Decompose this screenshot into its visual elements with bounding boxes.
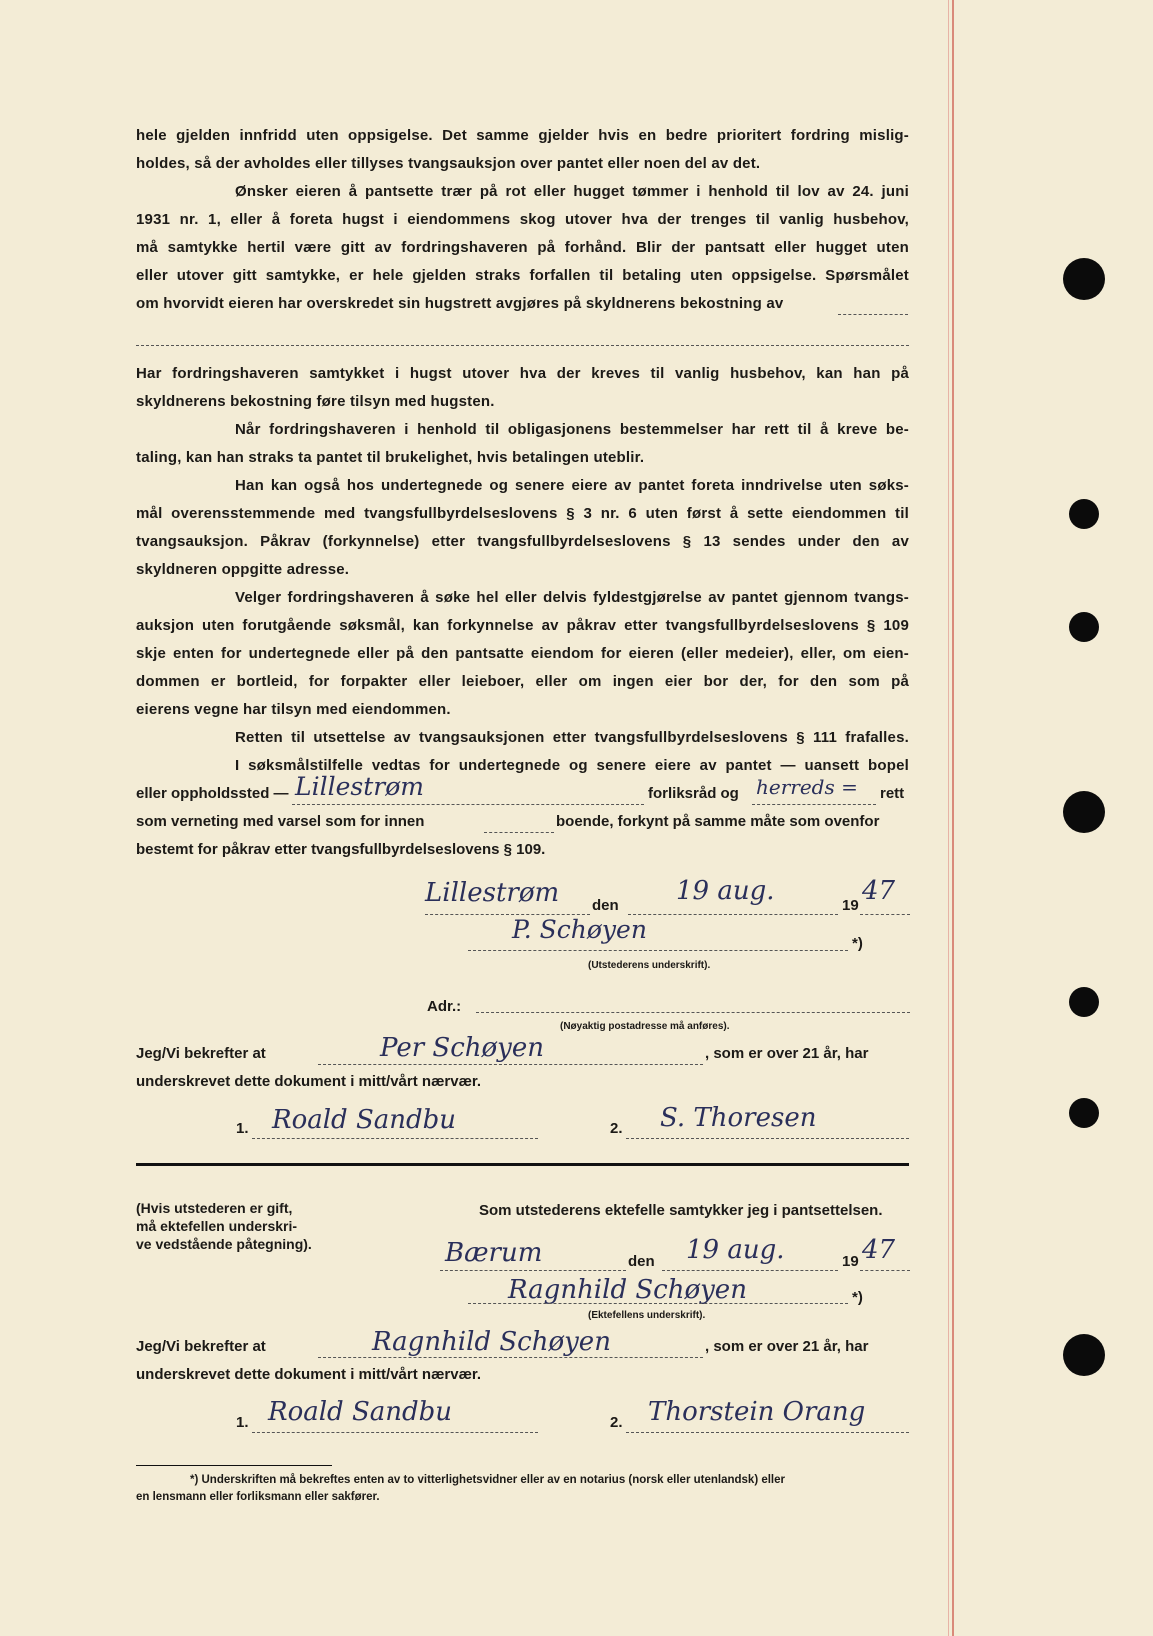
spouse-note: må ektefellen underskri- <box>136 1218 298 1234</box>
issuer-signature: P. Schøyen <box>512 915 647 944</box>
fill-line <box>662 1270 838 1271</box>
signature-line <box>626 1432 909 1433</box>
venue-suffix: rett <box>880 785 905 802</box>
venue-line2-a: som verneting med varsel som for innen <box>136 813 425 830</box>
spouse-year-prefix: 19 <box>842 1253 859 1270</box>
punch-hole <box>1063 1334 1105 1376</box>
witness2-signature-1: Roald Sandbu <box>268 1397 453 1427</box>
fill-line <box>752 804 876 805</box>
punch-hole <box>1063 258 1105 300</box>
adr-caption: (Nøyaktig postadresse må anføres). <box>560 1021 730 1032</box>
spouse-year-handwritten: 47 <box>862 1235 896 1265</box>
spouse-signature: Ragnhild Schøyen <box>508 1275 747 1305</box>
body-line: auksjon uten forutgående søksmål, kan forkynnelse av påkrav etter tvangsfullbyrdelseslovens § 109 <box>136 617 909 634</box>
issuer-den: den <box>592 897 619 914</box>
signature-line <box>468 1303 848 1304</box>
margin-line-light <box>948 0 949 1636</box>
fill-line <box>136 345 909 346</box>
section-divider <box>136 1163 909 1166</box>
signature-line <box>626 1138 909 1139</box>
witness1-name-handwritten: Per Schøyen <box>380 1033 544 1063</box>
witness1-signature-1: Roald Sandbu <box>272 1105 457 1135</box>
body-line: mål overensstemmende med tvangsfullbyrdelseslovens § 3 nr. 6 uten først å sette eiendommen til <box>136 505 909 522</box>
margin-line <box>952 0 954 1636</box>
body-line: taling, kan han straks ta pantet til brukelighet, hvis betalingen uteblir. <box>136 449 645 466</box>
body-line: skyldneren oppgitte adresse. <box>136 561 350 578</box>
fill-line <box>318 1357 703 1358</box>
punch-hole <box>1069 612 1099 642</box>
footnote-rule <box>136 1465 332 1466</box>
venue-court-handwritten: herreds = <box>756 775 858 799</box>
spouse-place-handwritten: Bærum <box>445 1238 543 1268</box>
venue-line3: bestemt for påkrav etter tvangsfullbyrdelseslovens § 109. <box>136 841 546 858</box>
issuer-place-handwritten: Lillestrøm <box>425 878 560 908</box>
spouse-sig-caption: (Ektefellens underskrift). <box>588 1310 706 1321</box>
fill-line <box>484 832 554 833</box>
body-line: Velger fordringshaveren å søke hel eller delvis fyldestgjørelse av pantet gjennom tvangs- <box>235 589 909 606</box>
signature-line <box>252 1138 538 1139</box>
body-line: Ønsker eieren å pantsette trær på rot eller hugget tømmer i henhold til lov av 24. juni <box>235 183 909 200</box>
fill-line <box>440 1270 626 1271</box>
witness2-number-1: 1. <box>236 1414 249 1431</box>
spouse-note: (Hvis utstederen er gift, <box>136 1200 293 1216</box>
witness1-line2: underskrevet dette dokument i mitt/vårt nærvær. <box>136 1073 482 1090</box>
body-line: skje enten for undertegnede eller på den pantsatte eiendom for eieren (eller medeier), eller, om eien- <box>136 645 909 662</box>
punch-hole <box>1069 499 1099 529</box>
fill-line <box>860 914 910 915</box>
adr-label: Adr.: <box>427 998 462 1015</box>
spouse-date-handwritten: 19 aug. <box>686 1235 785 1265</box>
issuer-sig-mark: *) <box>852 935 863 952</box>
fill-line <box>318 1064 703 1065</box>
body-line: dommen er bortleid, for forpakter eller leieboer, eller om ingen eier bor der, for den som på <box>136 673 909 690</box>
spouse-consent: Som utstederens ektefelle samtykker jeg i pantsettelsen. <box>479 1202 883 1219</box>
spouse-note: ve vedstående påtegning). <box>136 1236 312 1252</box>
body-line: eierens vegne har tilsyn med eiendommen. <box>136 701 451 718</box>
address-line <box>476 1012 910 1013</box>
body-line: 1931 nr. 1, eller å foreta hugst i eiendommens skog utover hva der trenges til vanlig husbehov, <box>136 211 909 228</box>
spouse-den: den <box>628 1253 655 1270</box>
witness2-signature-2: Thorstein Orang <box>648 1397 866 1427</box>
punch-hole <box>1063 791 1105 833</box>
footnote-line: en lensmann eller forliksmann eller sakfører. <box>136 1491 380 1503</box>
body-line: Han kan også hos undertegnede og senere eiere av pantet foreta inndrivelse uten søks- <box>235 477 909 494</box>
body-line: I søksmålstilfelle vedtas for undertegnede og senere eiere av pantet — uansett bopel <box>235 757 909 774</box>
witness1-suffix: , som er over 21 år, har <box>705 1045 869 1062</box>
fill-line <box>838 314 908 315</box>
witness2-line2: underskrevet dette dokument i mitt/vårt nærvær. <box>136 1366 482 1383</box>
body-line: hele gjelden innfridd uten oppsigelse. Det samme gjelder hvis en bedre prioritert fordring mislig- <box>136 127 909 144</box>
body-line: eller utover gitt samtykke, er hele gjelden straks forfallen til betaling uten oppsigelse. Spørsmålet <box>136 267 909 284</box>
body-line: må samtykke hertil være gitt av fordringshaveren på forhånd. Blir der pantsatt eller hugget uten <box>136 239 909 256</box>
issuer-year-handwritten: 47 <box>862 876 896 906</box>
punch-hole <box>1069 987 1099 1017</box>
witness1-number-2: 2. <box>610 1120 623 1137</box>
body-line: om hvorvidt eieren har overskredet sin hugstrett avgjøres på skyldnerens bekostning av <box>136 295 784 312</box>
witness1-prefix: Jeg/Vi bekrefter at <box>136 1045 266 1062</box>
spouse-sig-mark: *) <box>852 1289 863 1306</box>
witness2-name-handwritten: Ragnhild Schøyen <box>372 1327 611 1357</box>
body-line: Retten til utsettelse av tvangsauksjonen etter tvangsfullbyrdelseslovens § 111 frafalles. <box>235 729 909 746</box>
issuer-sig-caption: (Utstederens underskrift). <box>588 960 711 971</box>
witness1-signature-2: S. Thoresen <box>660 1103 817 1133</box>
witness2-prefix: Jeg/Vi bekrefter at <box>136 1338 266 1355</box>
body-line: tvangsauksjon. Påkrav (forkynnelse) etter tvangsfullbyrdelseslovens § 13 sendes under den av <box>136 533 909 550</box>
fill-line <box>292 804 644 805</box>
venue-place-handwritten: Lillestrøm <box>295 772 424 801</box>
body-line: Når fordringshaveren i henhold til obligasjonens bestemmelser har rett til å kreve be- <box>235 421 909 438</box>
venue-prefix: eller oppholdssted — <box>136 785 289 802</box>
fill-line <box>860 1270 910 1271</box>
body-line: holdes, så der avholdes eller tillyses tvangsauksjon over pantet eller noen del av det. <box>136 155 761 172</box>
fill-line <box>628 914 838 915</box>
footnote-line: *) Underskriften må bekreftes enten av to vitterlighetsvidner eller av en notarius (norsk eller utenlandsk) eller <box>190 1474 785 1486</box>
witness2-number-2: 2. <box>610 1414 623 1431</box>
body-line: Har fordringshaveren samtykket i hugst utover hva der kreves til vanlig husbehov, kan han på <box>136 365 909 382</box>
body-line: skyldnerens bekostning føre tilsyn med hugsten. <box>136 393 495 410</box>
witness2-suffix: , som er over 21 år, har <box>705 1338 869 1355</box>
signature-line <box>468 950 848 951</box>
issuer-year-prefix: 19 <box>842 897 859 914</box>
witness1-number-1: 1. <box>236 1120 249 1137</box>
punch-hole <box>1069 1098 1099 1128</box>
venue-line2-b: boende, forkynt på samme måte som ovenfor <box>556 813 880 830</box>
signature-line <box>252 1432 538 1433</box>
issuer-date-handwritten: 19 aug. <box>676 876 775 906</box>
venue-mid: forliksråd og <box>648 785 739 802</box>
